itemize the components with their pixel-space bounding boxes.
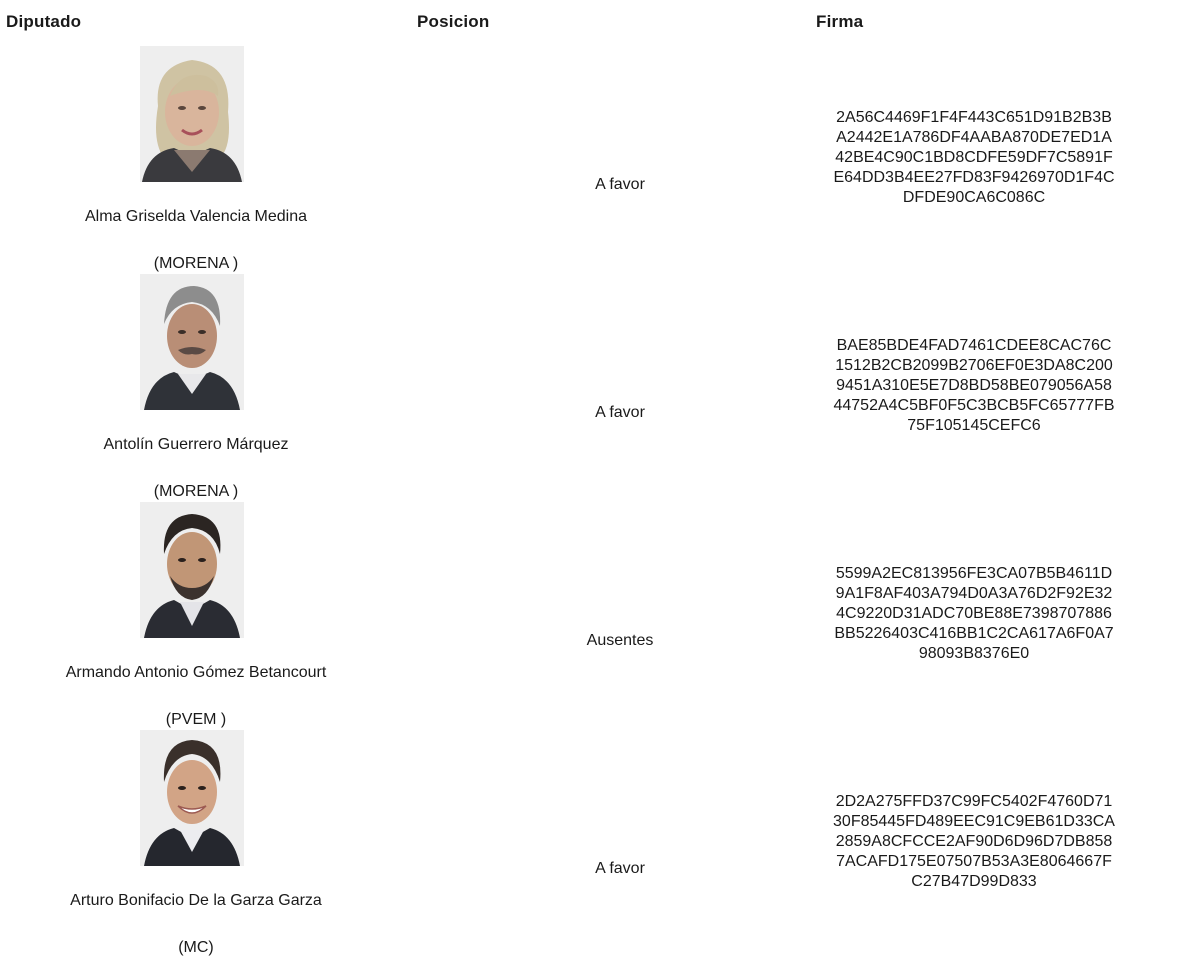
deputy-name: Alma Griselda Valencia Medina xyxy=(84,208,308,225)
column-header-diputado: Diputado xyxy=(6,12,82,31)
signature-line: 2859A8CFCCE2AF90D6D96D7DB858 xyxy=(835,833,1113,850)
column-header-posicion: Posicion xyxy=(417,12,490,31)
signature-line: E64DD3B4EE27FD83F9426970D1F4C xyxy=(833,169,1115,186)
signature-line: 44752A4C5BF0F5C3BCB5FC65777FB xyxy=(833,397,1115,414)
deputy-photo xyxy=(140,274,244,410)
deputy-name: Arturo Bonifacio De la Garza Garza xyxy=(70,892,322,909)
vote-position: A favor xyxy=(595,860,645,877)
vote-position: A favor xyxy=(595,404,645,421)
signature-line: 9451A310E5E7D8BD58BE079056A58 xyxy=(836,377,1112,394)
digital-signature xyxy=(790,564,1158,664)
deputy-party: (MC) xyxy=(178,939,214,956)
digital-signature xyxy=(790,108,1158,208)
digital-signature xyxy=(790,792,1158,892)
digital-signature xyxy=(790,336,1158,436)
table-row xyxy=(0,46,1190,274)
signature-line: C27B47D99D833 xyxy=(911,873,1037,890)
signature-line: 2D2A275FFD37C99FC5402F4760D71 xyxy=(835,793,1113,810)
deputy-name: Armando Antonio Gómez Betancourt xyxy=(65,664,327,681)
deputy-party: (PVEM ) xyxy=(165,711,227,728)
deputy-party: (MORENA ) xyxy=(153,483,239,500)
signature-line: BB5226403C416BB1C2CA617A6F0A7 xyxy=(834,625,1114,642)
signature-line: 98093B8376E0 xyxy=(918,645,1030,662)
deputy-photo xyxy=(140,730,244,866)
signature-line: 2A56C4469F1F4F443C651D91B2B3B xyxy=(836,109,1112,126)
signature-line: 5599A2EC813956FE3CA07B5B4611D xyxy=(835,565,1113,582)
signature-line: 75F105145CEFC6 xyxy=(907,417,1041,434)
table-row xyxy=(0,502,1190,730)
deputy-party: (MORENA ) xyxy=(153,255,239,272)
signature-line: 4C9220D31ADC70BE88E7398707886 xyxy=(836,605,1112,622)
vote-position: A favor xyxy=(595,176,645,193)
signature-line: 7ACAFD175E07507B53A3E8064667F xyxy=(836,853,1112,870)
signature-line: 42BE4C90C1BD8CDFE59DF7C5891F xyxy=(835,149,1113,166)
signature-line: BAE85BDE4FAD7461CDEE8CAC76C xyxy=(836,337,1112,354)
signature-line: A2442E1A786DF4AABA870DE7ED1A xyxy=(836,129,1112,146)
signature-line: 1512B2CB2099B2706EF0E3DA8C200 xyxy=(835,357,1113,374)
signature-line: 30F85445FD489EEC91C9EB61D33CA xyxy=(833,813,1115,830)
deputy-photo xyxy=(140,502,244,638)
column-header-firma: Firma xyxy=(816,12,864,31)
deputy-name: Antolín Guerrero Márquez xyxy=(103,436,289,453)
table-row xyxy=(0,274,1190,502)
vote-position: Ausentes xyxy=(586,632,654,649)
signature-line: 9A1F8AF403A794D0A3A76D2F92E32 xyxy=(835,585,1113,602)
table-row xyxy=(0,730,1190,958)
signature-line: DFDE90CA6C086C xyxy=(902,189,1046,206)
deputy-photo xyxy=(140,46,244,182)
